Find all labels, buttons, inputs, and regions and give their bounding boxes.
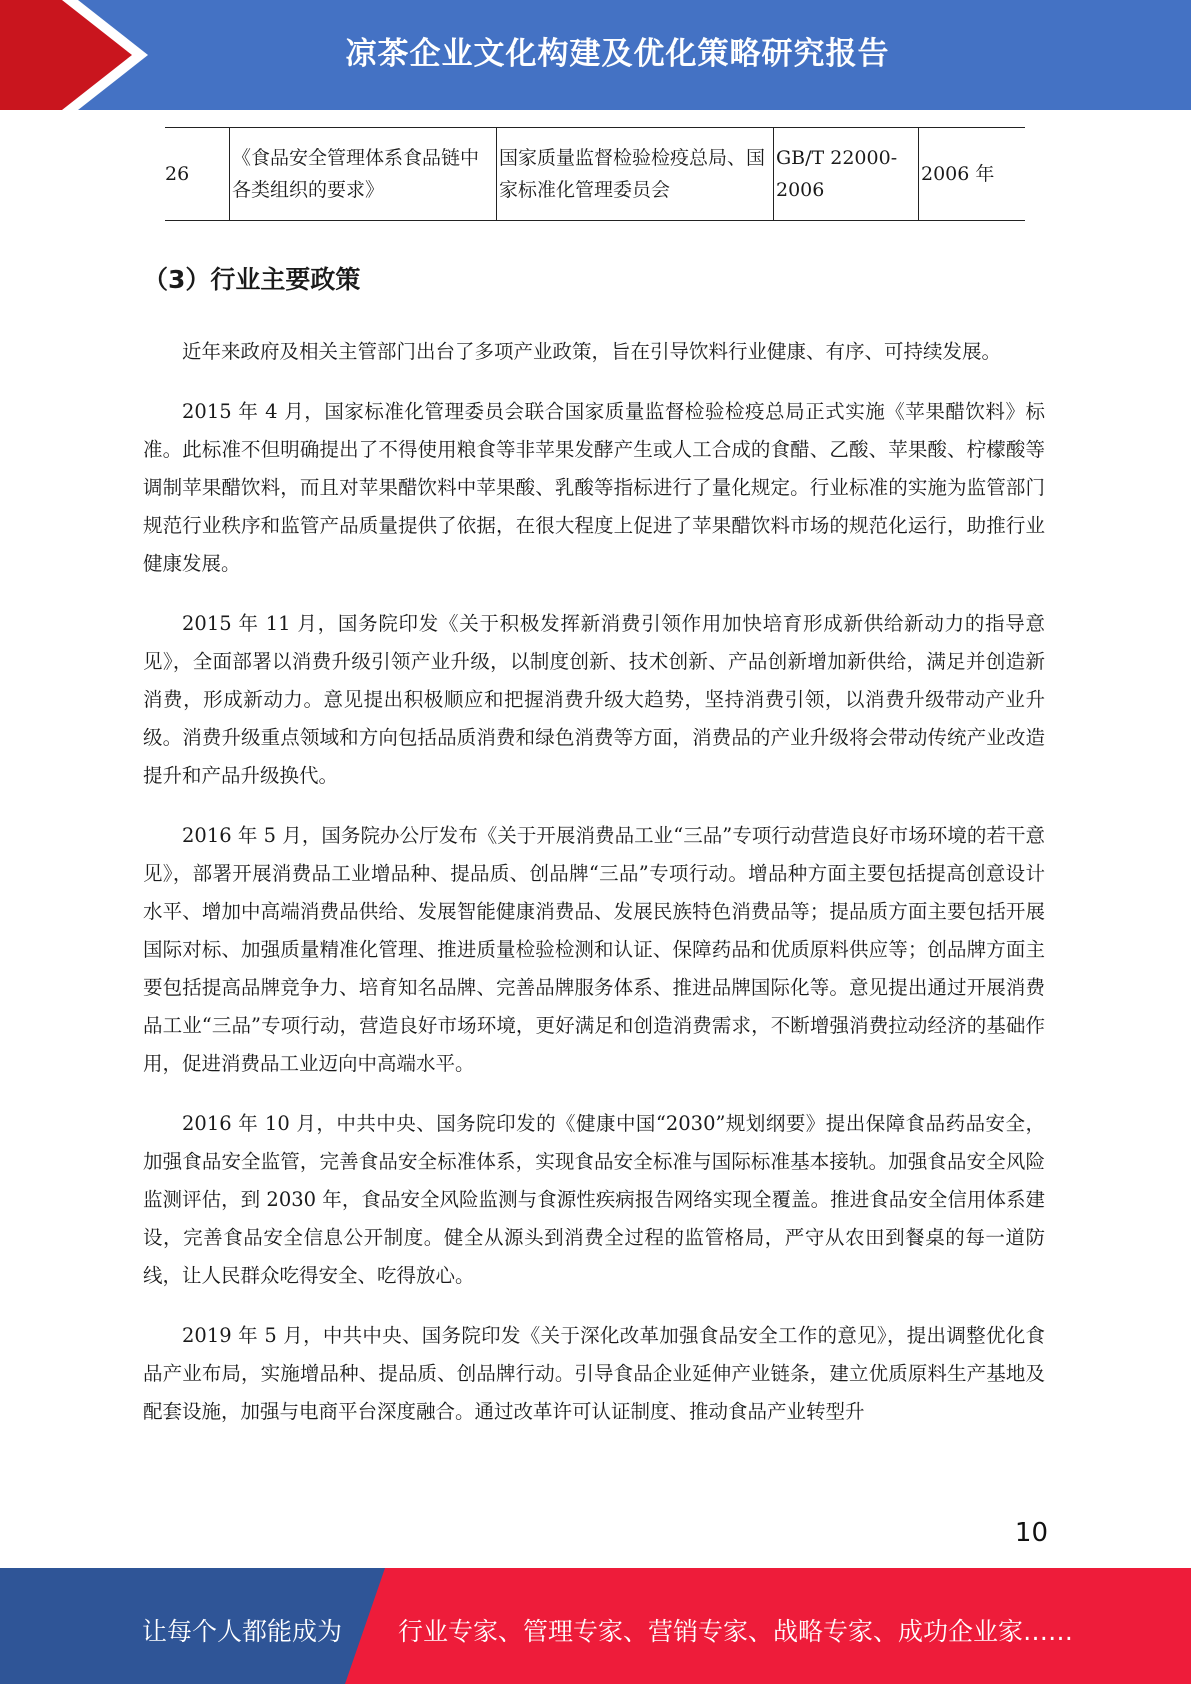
paragraph: 2015 年 4 月，国家标准化管理委员会联合国家质量监督检验检疫总局正式实施《苹果醋饮料》标准。此标准不但明确提出了不得使用粮食等非苹果发酵产生或人工合成的食醋、乙酸、苹果酸、柠檬酸等调制苹果醋饮料，而且对苹果醋饮料中苹果酸、乳酸等指标进行了量化规定。行业标准的实施为监管部门规范行业秩序和监管产品质量提供了依据，在很大程度上促进了苹果醋饮料市场的规范化运行，助推行业健康发展。	[143, 400, 1045, 575]
cell-number: 26	[165, 128, 230, 221]
cell-standard-name: 《食品安全管理体系食品链中各类组织的要求》	[230, 128, 497, 221]
section-heading: （3）行业主要政策	[143, 265, 361, 294]
standards-table	[165, 127, 1025, 221]
cell-issuer: 国家质量监督检验检疫总局、国家标准化管理委员会	[497, 128, 774, 221]
paragraph: 2015 年 11 月，国务院印发《关于积极发挥新消费引领作用加快培育形成新供给新动力的指导意见》，全面部署以消费升级引领产业升级，以制度创新、技术创新、产品创新增加新供给，满足并创造新消费，形成新动力。意见提出积极顺应和把握消费升级大趋势，坚持消费引领，以消费升级带动产业升级。消费升级重点领域和方向包括品质消费和绿色消费等方面，消费品的产业升级将会带动传统产业改造提升和产品升级换代。	[143, 612, 1045, 787]
paragraph: 近年来政府及相关主管部门出台了多项产业政策，旨在引导饮料行业健康、有序、可持续发展。	[182, 340, 1002, 363]
paragraph: 2016 年 10 月，中共中央、国务院印发的《健康中国“2030”规划纲要》提出保障食品药品安全，加强食品安全监管，完善食品安全标准体系，实现食品安全标准与国际标准基本接轨。加强食品安全风险监测评估，到 2030 年，食品安全风险监测与食源性疾病报告网络实现全覆盖。推进食品安全信用体系建设，完善食品安全信息公开制度。健全从源头到消费全过程的监管格局，严守从农田到餐桌的每一道防线，让人民群众吃得安全、吃得放心。	[143, 1112, 1045, 1287]
footer-slogan-left: 让每个人都能成为	[142, 1617, 343, 1646]
cell-year: 2006 年	[919, 128, 1026, 221]
page-footer	[0, 1568, 1191, 1684]
section-body	[143, 333, 1045, 1453]
table-row	[165, 128, 1025, 221]
cell-standard-code: GB/T 22000-2006	[774, 128, 919, 221]
footer-slogan-right: 行业专家、管理专家、营销专家、战略专家、成功企业家……	[398, 1617, 1074, 1646]
paragraph: 2016 年 5 月，国务院办公厅发布《关于开展消费品工业“三品”专项行动营造良好市场环境的若干意见》，部署开展消费品工业增品种、提品质、创品牌“三品”专项行动。增品种方面主要包括提高创意设计水平、增加中高端消费品供给、发展智能健康消费品、发展民族特色消费品等；提品质方面主要包括开展国际对标、加强质量精准化管理、推进质量检验检测和认证、保障药品和优质原料供应等；创品牌方面主要包括提高品牌竞争力、培育知名品牌、完善品牌服务体系、推进品牌国际化等。意见提出通过开展消费品工业“三品”专项行动，营造良好市场环境，更好满足和创造消费需求，不断增强消费拉动经济的基础作用，促进消费品工业迈向中高端水平。	[143, 824, 1045, 1075]
paragraph: 2019 年 5 月，中共中央、国务院印发《关于深化改革加强食品安全工作的意见》，提出调整优化食品产业布局，实施增品种、提品质、创品牌行动。引导食品企业延伸产业链条，建立优质原料生产基地及配套设施，加强与电商平台深度融合。通过改革许可认证制度、推动食品产业转型升	[143, 1324, 1045, 1423]
page-header	[0, 0, 1191, 110]
page-number: 10	[1014, 1518, 1048, 1548]
report-title: 凉茶企业文化构建及优化策略研究报告	[345, 36, 890, 72]
